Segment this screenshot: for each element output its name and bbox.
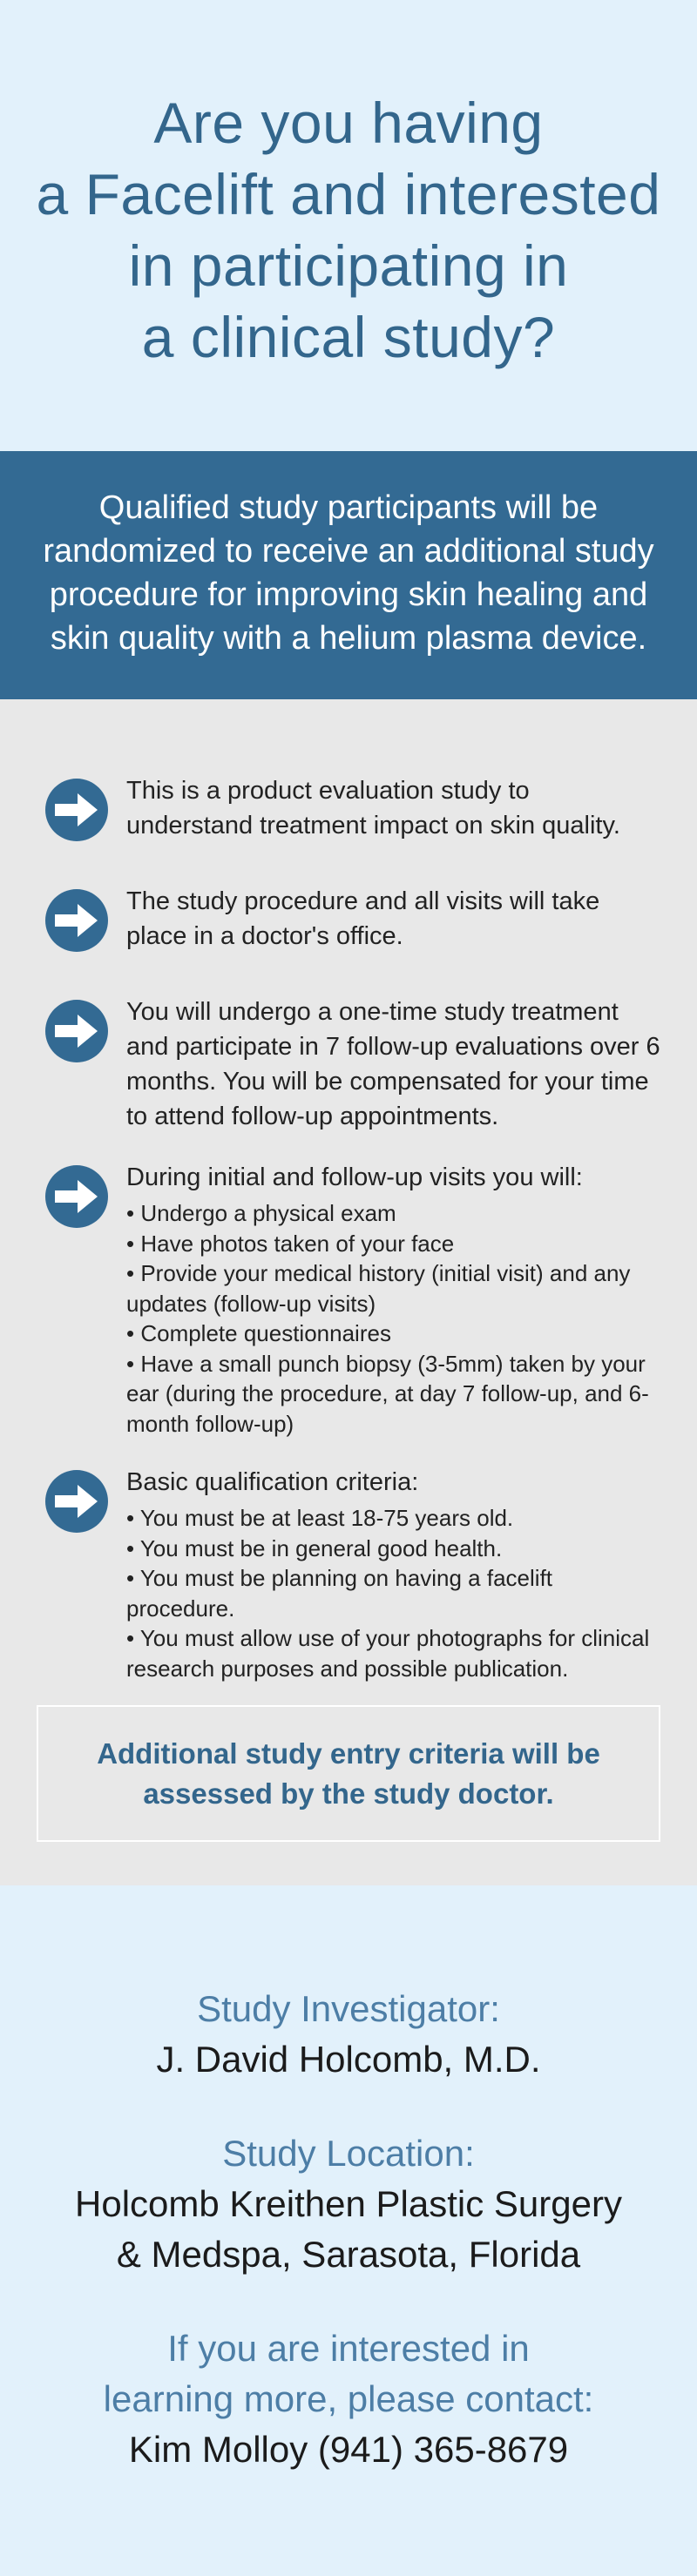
info-text: Basic qualification criteria:	[126, 1468, 419, 1496]
headline	[0, 87, 697, 373]
info-text: The study procedure and all visits will take place in a doctor's office.	[126, 887, 600, 950]
investigator-label: Study Investigator:	[197, 1988, 500, 2029]
location-line: Holcomb Kreithen Plastic Surgery	[75, 2183, 622, 2224]
headline-line: a clinical study?	[141, 305, 556, 369]
study-details	[0, 699, 697, 1885]
list-item: • You must allow use of your photographs for clinical research purposes and possible publication.	[126, 1625, 650, 1682]
list-item: • Complete questionnaires	[126, 1320, 391, 1346]
list-item: • Have photos taken of your face	[126, 1230, 455, 1257]
list-item: • Have a small punch biopsy (3-5mm) taken by your ear (during the procedure, at day 7 follow-up, and 6-month follow-up)	[126, 1350, 649, 1437]
contact-label: learning more, please contact:	[103, 2378, 594, 2419]
investigator-name: J. David Holcomb, M.D.	[156, 2039, 541, 2080]
arrow-right-icon	[45, 1165, 108, 1228]
info-text: This is a product evaluation study to understand treatment impact on skin quality.	[126, 777, 620, 840]
location-line: & Medspa, Sarasota, Florida	[116, 2234, 581, 2275]
arrow-right-icon	[45, 889, 108, 952]
info-text: During initial and follow-up visits you will:	[126, 1163, 583, 1191]
banner-text: Qualified study participants will be randomized to receive an additional study procedure for improving skin healing and skin quality with a helium plasma device.	[43, 489, 654, 657]
info-item	[0, 1465, 697, 1683]
bullet-list	[126, 1198, 662, 1439]
hero-section	[0, 0, 697, 451]
headline-line: a Facelift and interested	[36, 162, 661, 226]
info-item	[0, 1160, 697, 1439]
entry-criteria-note	[37, 1705, 660, 1842]
list-item: • You must be planning on having a facelift procedure.	[126, 1565, 553, 1622]
headline-line: Are you having	[153, 91, 544, 155]
bullet-list	[126, 1503, 662, 1683]
info-item	[0, 773, 697, 843]
arrow-right-icon	[45, 1000, 108, 1062]
study-banner	[0, 451, 697, 699]
list-item: • You must be at least 18-75 years old.	[126, 1505, 514, 1531]
info-item	[0, 884, 697, 954]
contact-label: If you are interested in	[167, 2328, 530, 2369]
info-text: You will undergo a one-time study treatment and participate in 7 follow-up evaluations over 6 months. You will be compensated for your time to attend follow-up appointments.	[126, 998, 660, 1130]
entry-criteria-text: Additional study entry criteria will be assessed by the study doctor.	[97, 1736, 600, 1810]
location-label: Study Location:	[222, 2133, 475, 2174]
list-item: • Provide your medical history (initial visit) and any updates (follow-up visits)	[126, 1260, 631, 1317]
contact-phone[interactable]: Kim Molloy (941) 365-8679	[128, 2429, 569, 2470]
contact-section	[0, 1885, 697, 2576]
arrow-right-icon	[45, 1470, 108, 1533]
info-item	[0, 995, 697, 1134]
list-item: • You must be in general good health.	[126, 1534, 503, 1561]
arrow-right-icon	[45, 779, 108, 841]
list-item: • Undergo a physical exam	[126, 1200, 396, 1226]
headline-line: in participating in	[128, 233, 569, 298]
